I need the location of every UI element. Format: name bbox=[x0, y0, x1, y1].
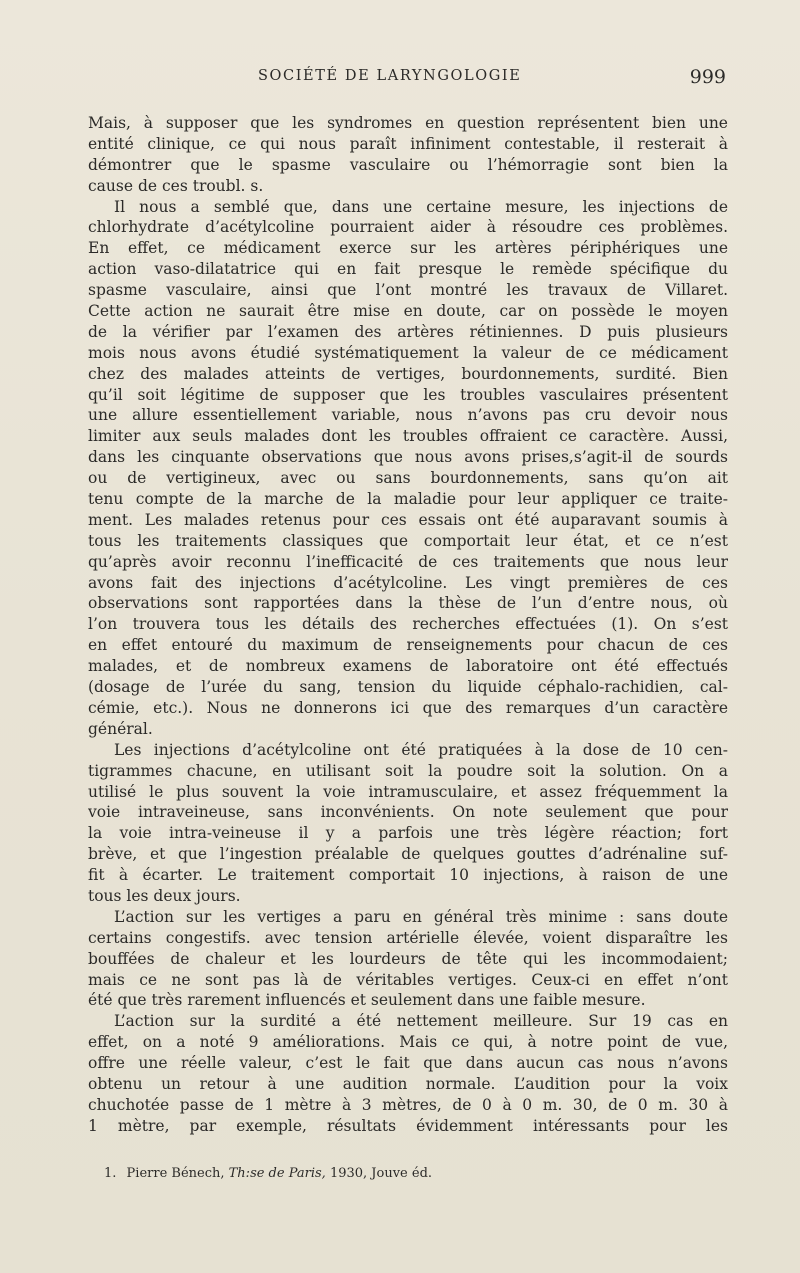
text-line: démontrer que le spasme vasculaire ou l’hémorragie sont bien la bbox=[88, 155, 728, 174]
text-line: tenu compte de la marche de la maladie pour leur appliquer ce traite- bbox=[88, 490, 728, 509]
text-line: L’action sur les vertiges a paru en général très minime : sans doute bbox=[114, 907, 728, 926]
text-line: la voie intra-veineuse il y a parfois une très légère réaction; fort bbox=[88, 824, 728, 843]
text-line: bouffées de chaleur et les lourdeurs de tête qui les incommodaient; bbox=[88, 949, 728, 968]
text-line: effet, on a noté 9 améliorations. Mais ce qui, à notre point de vue, bbox=[88, 1033, 728, 1052]
text-line: l’on trouvera tous les détails des recherches effectuées (1). On s’est bbox=[88, 615, 728, 634]
footnote bbox=[104, 1166, 664, 1181]
text-line: ou de vertigineux, avec ou sans bourdonnements, sans qu’on ait bbox=[88, 469, 728, 488]
text-line: avons fait des injections d’acétylcoline. Les vingt premières de ces bbox=[88, 573, 728, 592]
text-line: Mais, à supposer que les syndromes en question représentent bien une bbox=[88, 114, 728, 132]
text-line: (dosage de l’urée du sang, tension du liquide céphalo-rachidien, cal- bbox=[88, 678, 728, 697]
text-line: qu’après avoir reconnu l’inefficacité de ces traitements que nous leur bbox=[88, 552, 728, 571]
text-line: certains congestifs. avec tension artérielle élevée, voient disparaître les bbox=[88, 928, 728, 947]
text-line: de la vérifier par l’examen des artères rétiniennes. D puis plusieurs bbox=[88, 322, 728, 341]
running-title: SOCIÉTÉ DE LARYNGOLOGIE bbox=[258, 68, 522, 84]
text-line: cause de ces troubl. s. bbox=[88, 176, 264, 195]
text-line: tous les traitements classiques que comportait leur état, et ce n’est bbox=[88, 531, 728, 550]
text-line: mais ce ne sont pas là de véritables vertiges. Ceux-ci en effet n’ont bbox=[88, 970, 728, 989]
page-header bbox=[88, 66, 728, 92]
footnote-thesis: Th:se de Paris, bbox=[228, 1166, 326, 1181]
text-line: obtenu un retour à une audition normale. L’audition pour la voix bbox=[88, 1074, 728, 1093]
text-line: Il nous a semblé que, dans une certaine mesure, les injections de bbox=[114, 197, 728, 216]
text-line: dans les cinquante observations que nous avons prises,s’agit-il de sourds bbox=[88, 448, 728, 467]
text-line: chuchotée passe de 1 mètre à 3 mètres, de 0 à 0 m. 30, de 0 m. 30 à bbox=[88, 1095, 728, 1114]
text-line: cémie, etc.). Nous ne donnerons ici que des remarques d’un caractère bbox=[88, 698, 728, 717]
text-line: une allure essentiellement variable, nous n’avons pas cru devoir nous bbox=[88, 406, 728, 425]
text-line: malades, et de nombreux examens de laboratoire ont été effectués bbox=[88, 657, 728, 676]
text-line: utilisé le plus souvent la voie intramusculaire, et assez fréquemment la bbox=[88, 782, 728, 801]
text-line: été que très rarement influencés et seulement dans une faible mesure. bbox=[88, 991, 646, 1010]
text-line: fit à écarter. Le traitement comportait 10 injections, à raison de une bbox=[88, 866, 728, 885]
text-line: en effet entouré du maximum de renseignements pour chacun de ces bbox=[88, 636, 728, 655]
text-line: tous les deux jours. bbox=[88, 886, 241, 905]
text-line: chlorhydrate d’acétylcoline pourraient aider à résoudre ces problèmes. bbox=[88, 218, 728, 237]
text-line: spasme vasculaire, ainsi que l’ont montré les travaux de Villaret. bbox=[88, 281, 728, 300]
text-line: En effet, ce médicament exerce sur les artères périphériques une bbox=[88, 239, 728, 258]
body-text bbox=[88, 113, 728, 1137]
text-line: entité clinique, ce qui nous paraît infiniment contestable, il resterait à bbox=[88, 134, 728, 153]
footnote-details: 1930, Jouve éd. bbox=[329, 1166, 433, 1181]
footnote-number: 1. bbox=[104, 1166, 117, 1181]
text-line: limiter aux seuls malades dont les troubles offraient ce caractère. Aussi, bbox=[88, 427, 728, 446]
text-line: Cette action ne saurait être mise en doute, car on possède le moyen bbox=[88, 302, 728, 321]
text-line: Les injections d’acétylcoline ont été pratiquées à la dose de 10 cen- bbox=[114, 740, 728, 759]
text-line: 1 mètre, par exemple, résultats évidemment intéressants pour les bbox=[88, 1116, 728, 1135]
text-line: voie intraveineuse, sans inconvénients. On note seulement que pour bbox=[88, 803, 728, 822]
page-number: 999 bbox=[689, 66, 726, 88]
text-line: observations sont rapportées dans la thèse de l’un d’entre nous, où bbox=[88, 594, 728, 613]
text-line: action vaso-dilatatrice qui en fait presque le remède spécifique du bbox=[88, 260, 728, 279]
text-line: général. bbox=[88, 719, 153, 738]
text-line: offre une réelle valeur, c’est le fait que dans aucun cas nous n’avons bbox=[88, 1054, 728, 1073]
text-line: mois nous avons étudié systématiquement la valeur de ce médicament bbox=[88, 343, 728, 362]
text-line: qu’il soit légitime de supposer que les troubles vasculaires présentent bbox=[88, 385, 728, 404]
text-line: chez des malades atteints de vertiges, bourdonnements, surdité. Bien bbox=[88, 364, 728, 383]
footnote-author: Pierre Bénech, bbox=[126, 1166, 225, 1181]
text-line: tigrammes chacune, en utilisant soit la poudre soit la solution. On a bbox=[88, 761, 728, 780]
text-line: L’action sur la surdité a été nettement meilleure. Sur 19 cas en bbox=[114, 1012, 728, 1031]
text-line: ment. Les malades retenus pour ces essais ont été auparavant soumis à bbox=[88, 510, 728, 529]
text-line: brève, et que l’ingestion préalable de quelques gouttes d’adrénaline suf- bbox=[88, 845, 728, 864]
